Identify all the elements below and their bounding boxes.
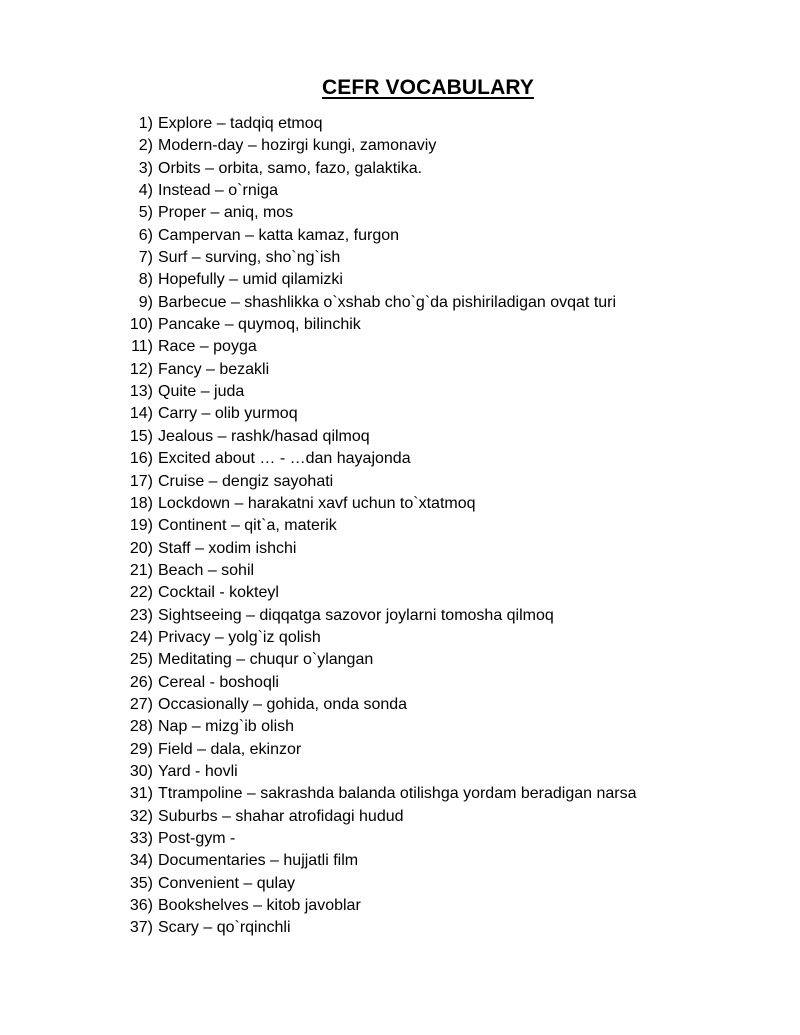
item-number: 34) <box>129 852 153 870</box>
item-number: 17) <box>129 472 153 490</box>
list-item <box>120 582 637 604</box>
list-item <box>120 471 637 493</box>
item-number: 20) <box>129 539 153 557</box>
item-number: 3) <box>138 159 153 177</box>
list-item <box>120 448 637 470</box>
item-number: 19) <box>129 517 153 535</box>
item-number: 21) <box>129 561 153 579</box>
list-item <box>120 292 637 314</box>
vocabulary-entry: Pancake – quymoq, bilinchik <box>158 316 361 334</box>
vocabulary-entry: Meditating – chuqur o`ylangan <box>158 651 374 669</box>
list-item <box>120 113 637 135</box>
vocabulary-entry: Cruise – dengiz sayohati <box>158 472 334 490</box>
vocabulary-entry: Bookshelves – kitob javoblar <box>158 897 361 915</box>
page-title: CEFR VOCABULARY <box>322 76 534 99</box>
list-item <box>120 202 637 224</box>
vocabulary-entry: Surf – surving, sho`ng`ish <box>158 249 341 267</box>
list-item <box>120 850 637 872</box>
list-item <box>120 515 637 537</box>
vocabulary-entry: Excited about … - …dan hayajonda <box>158 450 411 468</box>
list-item <box>120 761 637 783</box>
item-number: 10) <box>129 316 153 334</box>
list-item <box>120 716 637 738</box>
vocabulary-entry: Hopefully – umid qilamizki <box>158 271 343 289</box>
item-number: 32) <box>129 807 153 825</box>
item-number: 14) <box>129 405 153 423</box>
list-item <box>120 873 637 895</box>
item-number: 4) <box>138 182 153 200</box>
vocabulary-entry: Post-gym - <box>158 830 236 847</box>
item-number: 11) <box>131 338 153 356</box>
item-number: 24) <box>129 628 153 646</box>
vocabulary-entry: Privacy – yolg`iz qolish <box>158 628 321 646</box>
vocabulary-entry: Documentaries – hujjatli film <box>158 852 359 870</box>
item-number: 35) <box>129 874 153 892</box>
vocabulary-entry: Nap – mizg`ib olish <box>158 718 295 736</box>
item-number: 26) <box>129 673 153 691</box>
vocabulary-entry: Race – poyga <box>158 338 257 356</box>
item-number: 12) <box>129 360 153 378</box>
vocabulary-entry: Cocktail - kokteyl <box>158 584 279 602</box>
list-item <box>120 649 637 671</box>
vocabulary-entry: Barbecue – shashlikka o`xshab cho`g`da pishiriladigan ovqat turi <box>158 293 617 311</box>
list-item <box>120 806 637 828</box>
item-number: 16) <box>129 450 153 468</box>
vocabulary-entry: Convenient – qulay <box>158 874 295 892</box>
item-number: 28) <box>129 718 153 736</box>
item-number: 7) <box>138 249 153 267</box>
vocabulary-entry: Carry – olib yurmoq <box>158 405 298 423</box>
vocabulary-entry: Occasionally – gohida, onda sonda <box>158 695 408 713</box>
vocabulary-entry: Orbits – orbita, samo, fazo, galaktika. <box>158 159 423 177</box>
item-number: 22) <box>129 584 153 602</box>
vocabulary-entry: Proper – aniq, mos <box>158 204 294 222</box>
vocabulary-entry: Quite – juda <box>158 383 245 401</box>
item-number: 36) <box>129 897 153 915</box>
vocabulary-entry: Explore – tadqiq etmoq <box>158 115 323 132</box>
list-item <box>120 403 637 425</box>
item-number: 5) <box>138 204 153 222</box>
vocabulary-entry: Continent – qit`a, materik <box>158 517 337 535</box>
list-item <box>120 314 637 336</box>
item-number: 1) <box>138 115 153 132</box>
item-number: 9) <box>138 293 153 311</box>
vocabulary-entry: Modern-day – hozirgi kungi, zamonaviy <box>158 137 437 155</box>
list-item <box>120 627 637 649</box>
item-number: 13) <box>129 383 153 401</box>
item-number: 30) <box>129 762 153 780</box>
list-item <box>120 158 637 180</box>
vocabulary-list <box>120 113 637 940</box>
item-number: 6) <box>138 226 153 244</box>
item-number: 18) <box>129 494 153 512</box>
list-item <box>120 493 637 515</box>
vocabulary-entry: Jealous – rashk/hasad qilmoq <box>158 427 370 445</box>
vocabulary-entry: Yard - hovli <box>158 762 238 780</box>
list-item <box>120 895 637 917</box>
list-item <box>120 605 637 627</box>
item-number: 23) <box>129 606 153 624</box>
list-item <box>120 336 637 358</box>
vocabulary-entry: Ttrampoline – sakrashda balanda otilishga yordam beradigan narsa <box>158 785 637 803</box>
list-item <box>120 180 637 202</box>
list-item <box>120 828 637 850</box>
list-item <box>120 672 637 694</box>
vocabulary-entry: Instead – o`rniga <box>158 182 279 200</box>
list-item <box>120 426 637 448</box>
list-item <box>120 381 637 403</box>
item-number: 8) <box>138 271 153 289</box>
item-number: 2) <box>138 137 153 155</box>
vocabulary-entry: Field – dala, ekinzor <box>158 740 302 758</box>
list-item <box>120 560 637 582</box>
vocabulary-entry: Suburbs – shahar atrofidagi hudud <box>158 807 404 825</box>
vocabulary-entry: Fancy – bezakli <box>158 360 270 378</box>
item-number: 27) <box>129 695 153 713</box>
vocabulary-entry: Scary – qo`rqinchli <box>158 919 291 937</box>
list-item <box>120 359 637 381</box>
vocabulary-entry: Cereal - boshoqli <box>158 673 279 691</box>
list-item <box>120 225 637 247</box>
list-item <box>120 917 637 939</box>
item-number: 15) <box>129 427 153 445</box>
list-item <box>120 739 637 761</box>
list-item <box>120 247 637 269</box>
item-number: 29) <box>129 740 153 758</box>
list-item <box>120 538 637 560</box>
list-item <box>120 783 637 805</box>
vocabulary-entry: Sightseeing – diqqatga sazovor joylarni tomosha qilmoq <box>158 606 554 624</box>
item-number: 33) <box>129 830 153 847</box>
vocabulary-entry: Lockdown – harakatni xavf uchun to`xtatmoq <box>158 494 476 512</box>
vocabulary-entry: Campervan – katta kamaz, furgon <box>158 226 400 244</box>
item-number: 31) <box>129 785 153 803</box>
item-number: 37) <box>129 919 153 937</box>
list-item <box>120 269 637 291</box>
vocabulary-entry: Beach – sohil <box>158 561 255 579</box>
list-item <box>120 694 637 716</box>
list-item <box>120 135 637 157</box>
item-number: 25) <box>129 651 153 669</box>
vocabulary-entry: Staff – xodim ishchi <box>158 539 297 557</box>
